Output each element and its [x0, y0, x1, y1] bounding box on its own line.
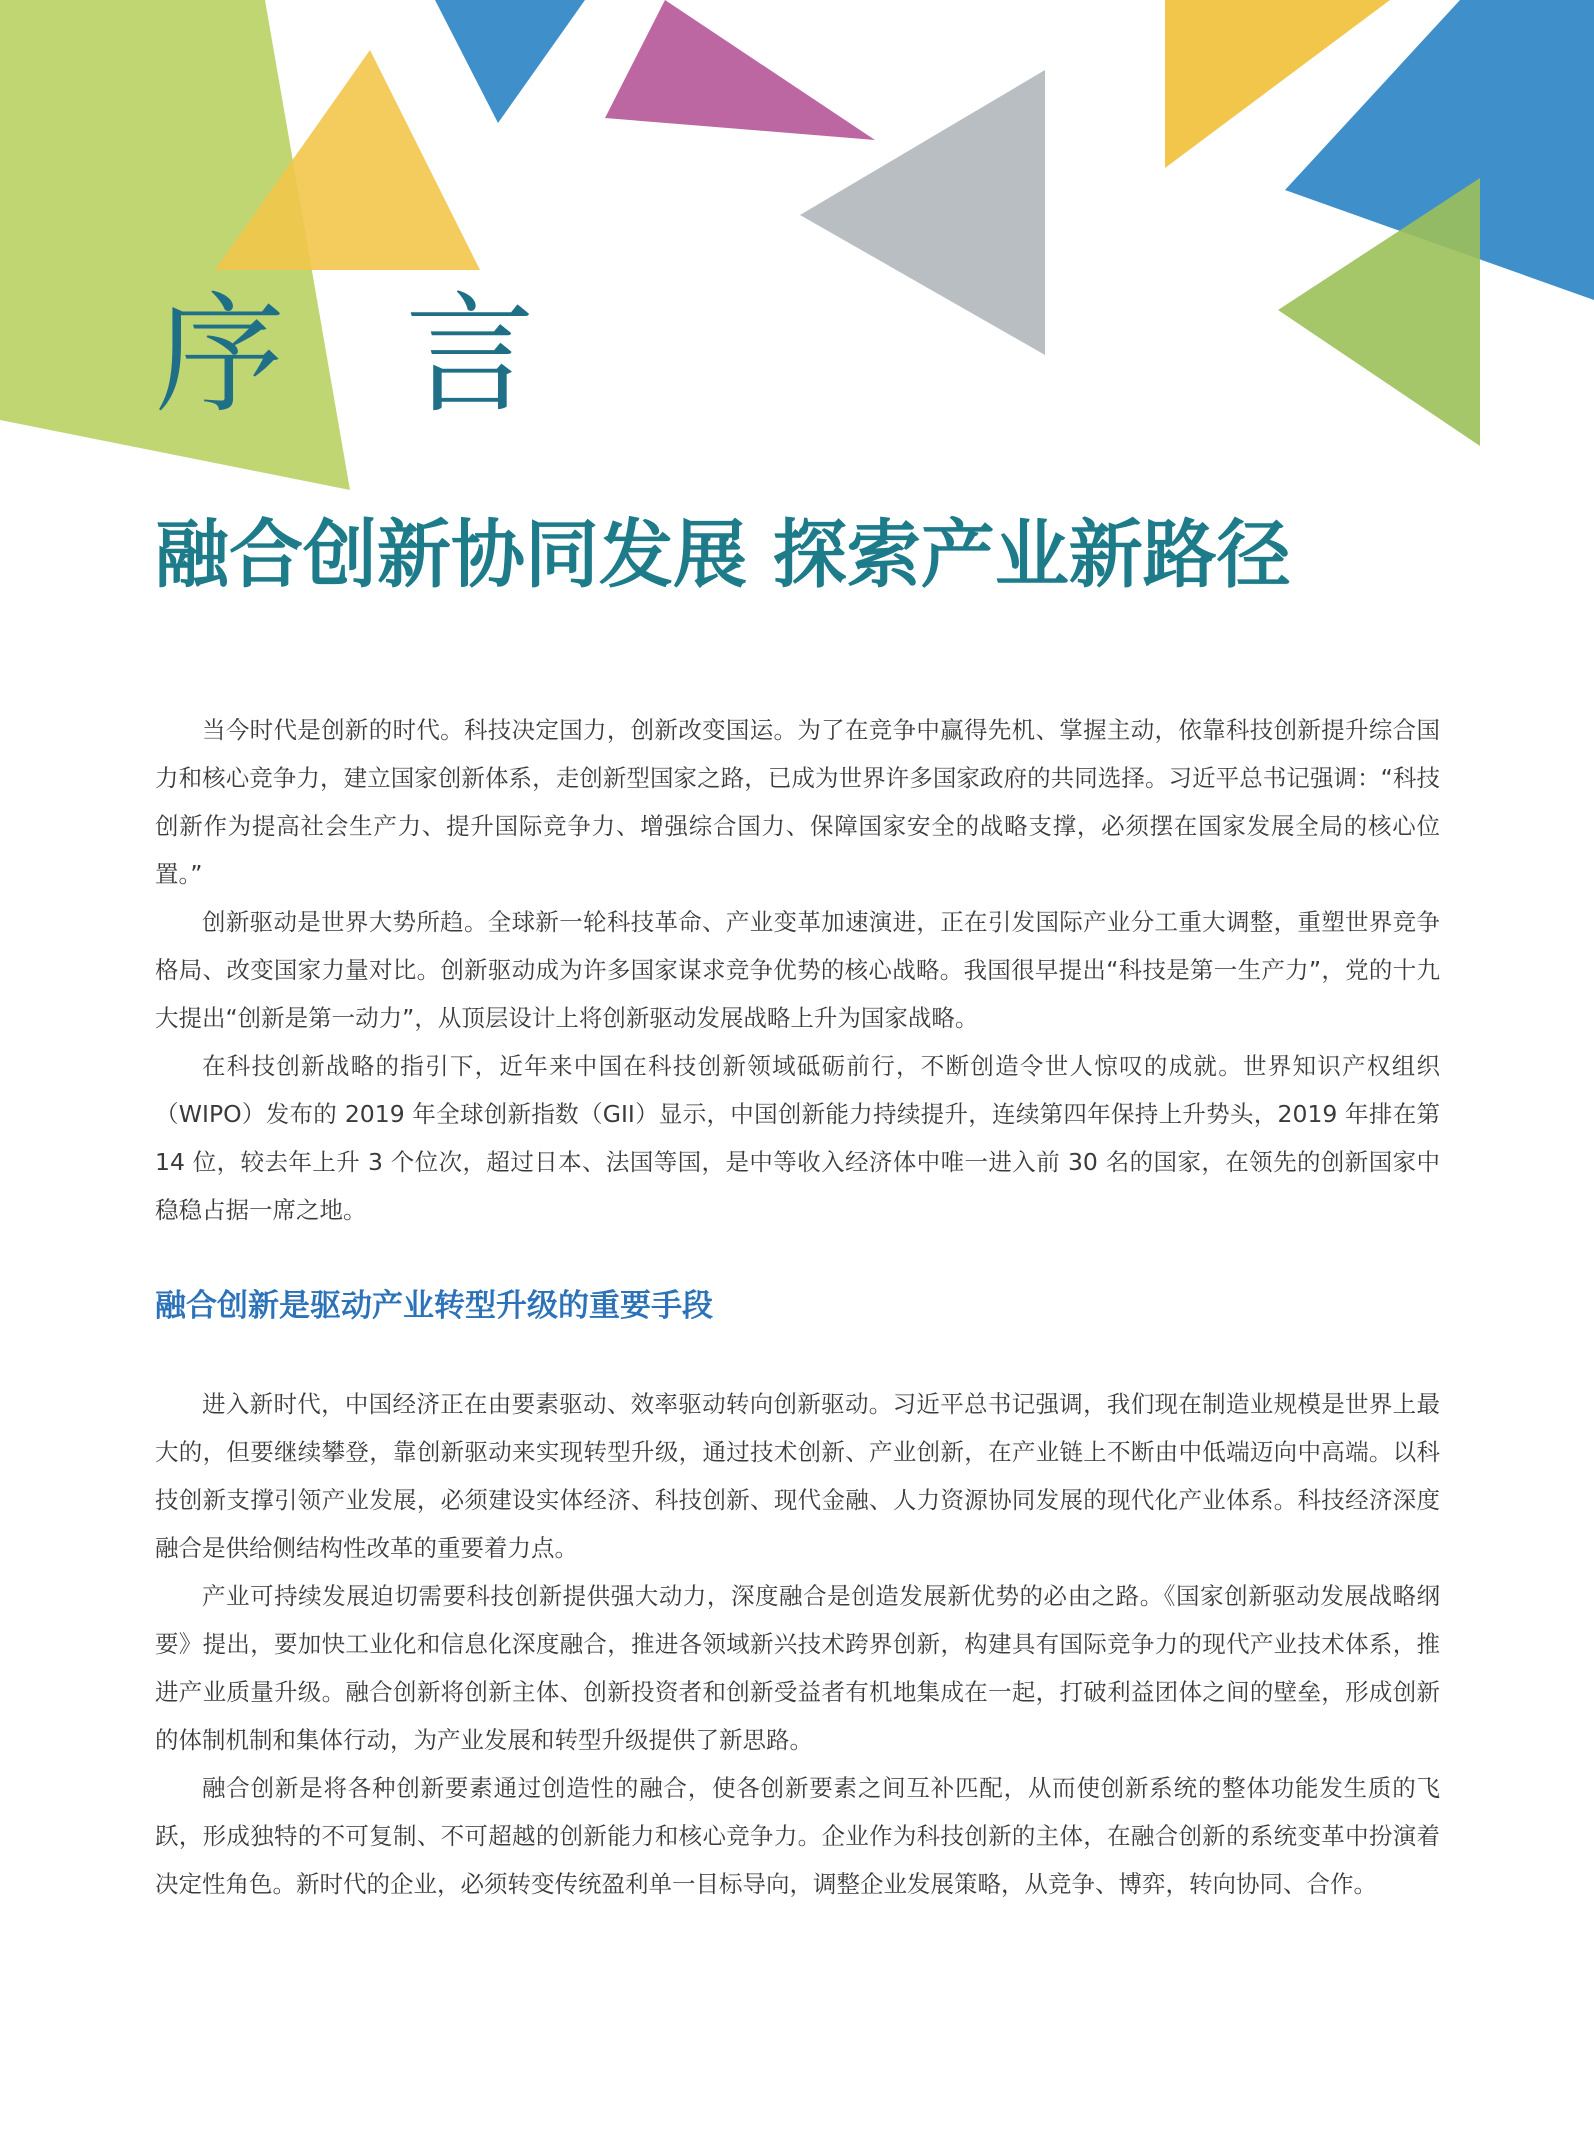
- page-title: 融合创新协同发展 探索产业新路径: [155, 512, 1291, 598]
- paragraph-1: 当今时代是创新的时代。科技决定国力，创新改变国运。为了在竞争中赢得先机、掌握主动，依靠科技创新提升综合国力和核心竞争力，建立国家创新体系，走创新型国家之路，已成为世界许多国家政府的共同选择。习近平总书记强调：“科技创新作为提高社会生产力、提升国际竞争力、增强综合国力、保障国家安全的战略支撑，必须摆在国家发展全局的核心位置。”: [155, 716, 1440, 888]
- heading-char-2: 言: [405, 279, 536, 431]
- paragraph-4: 进入新时代，中国经济正在由要素驱动、效率驱动转向创新驱动。习近平总书记强调，我们现在制造业规模是世界上最大的，但要继续攀登，靠创新驱动来实现转型升级，通过技术创新、产业创新，在产业链上不断由中低端迈向中高端。以科技创新支撑引领产业发展，必须建设实体经济、科技创新、现代金融、人力资源协同发展的现代化产业体系。科技经济深度融合是供给侧结构性改革的重要着力点。: [155, 1390, 1440, 1562]
- section-subheading: 融合创新是驱动产业转型升级的重要手段: [155, 1288, 713, 1324]
- heading-char-1: 序: [155, 279, 286, 431]
- preface-heading: [155, 279, 536, 431]
- blue-triangle-top: [435, 0, 585, 123]
- paragraph-6: 融合创新是将各种创新要素通过创造性的融合，使各创新要素之间互补匹配，从而使创新系统的整体功能发生质的飞跃，形成独特的不可复制、不可超越的创新能力和核心竞争力。企业作为科技创新的主体，在融合创新的系统变革中扮演着决定性角色。新时代的企业，必须转变传统盈利单一目标导向，调整企业发展策略，从竞争、博弈，转向协同、合作。: [155, 1774, 1440, 1898]
- gray-triangle: [800, 70, 1045, 355]
- paragraph-2: 创新驱动是世界大势所趋。全球新一轮科技革命、产业变革加速演进，正在引发国际产业分工重大调整，重塑世界竞争格局、改变国家力量对比。创新驱动成为许多国家谋求竞争优势的核心战略。我国很早提出“科技是第一生产力”，党的十九大提出“创新是第一动力”，从顶层设计上将创新驱动发展战略上升为国家战略。: [155, 908, 1440, 1032]
- magenta-triangle: [605, 0, 875, 140]
- paragraph-5: 产业可持续发展迫切需要科技创新提供强大动力，深度融合是创造发展新优势的必由之路。《国家创新驱动发展战略纲要》提出，要加快工业化和信息化深度融合，推进各领域新兴技术跨界创新，构建具有国际竞争力的现代产业技术体系，推进产业质量升级。融合创新将创新主体、创新投资者和创新受益者有机地集成在一起，打破利益团体之间的壁垒，形成创新的体制机制和集体行动，为产业发展和转型升级提供了新思路。: [155, 1582, 1440, 1754]
- decorative-triangles: [0, 0, 1594, 520]
- paragraph-3: 在科技创新战略的指引下，近年来中国在科技创新领域砥砺前行，不断创造令世人惊叹的成就。世界知识产权组织（WIPO）发布的 2019 年全球创新指数（GII）显示，中国创新能力持续提升，连续第四年保持上升势头，2019 年排在第 14 位，较去年上升 3 个位次，超过日本、法国等国，是中等收入经济体中唯一进入前 30 名的国家，在领先的创新国家中稳稳占据一席之地。: [155, 1052, 1440, 1224]
